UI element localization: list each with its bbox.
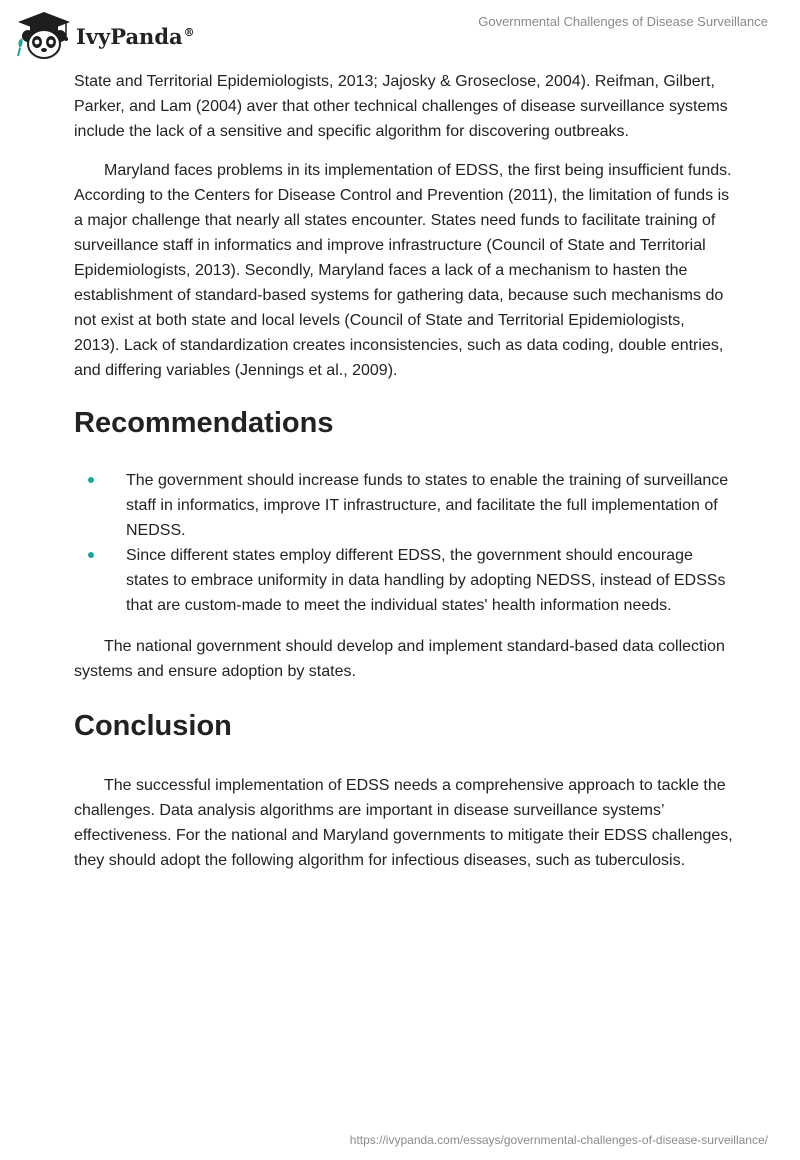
document-title: Governmental Challenges of Disease Surveillance (478, 14, 768, 29)
paragraph: The national government should develop and implement standard-based data collection systems and ensure adoption by states. (74, 638, 725, 680)
paragraph: Maryland faces problems in its implementation of EDSS, the first being insufficient funds. According to the Centers for Disease Control and Prevention (2011), the limitation of funds is a major challenge that nearly all states encounter. States need funds to facilitate training of surveillance staff in informatics and improve infrastructure (Council of State and Territorial Epidemiologists, 2013). Secondly, Maryland faces a lack of a mechanism to hasten the establishment of standard-based systems for gathering data, because such mechanisms do not exist at both state and local levels (Council of State and Territorial Epidemiologists, 2013). Lack of standardization creates inconsistencies, such as data coding, double entries, and differing variables (Jennings et al., 2009). (74, 162, 732, 379)
list-item (74, 468, 734, 543)
panda-graduate-icon (14, 8, 74, 60)
paragraph: The successful implementation of EDSS needs a comprehensive approach to tackle the challenges. Data analysis algorithms are important in disease surveillance systems’ effectiveness. For the national and Maryland governments to mitigate their EDSS challenges, they should adopt the following algorithm for infectious diseases, such as tuberculosis. (74, 777, 733, 869)
list-item-text: The government should increase funds to states to enable the training of surveillance staff in informatics, improve IT infrastructure, and facilitate the full implementation of NEDSS. (126, 472, 729, 539)
conclusion-heading: Conclusion (74, 710, 232, 742)
brand-name: IvyPanda® (76, 23, 195, 49)
page-header (0, 0, 800, 70)
bullet-icon (88, 552, 94, 558)
list-item (74, 543, 734, 618)
source-url[interactable]: https://ivypanda.com/essays/governmental-challenges-of-disease-surveillance/ (349, 1133, 768, 1147)
paragraph: State and Territorial Epidemiologists, 2013; Jajosky & Groseclose, 2004). Reifman, Gilbert, Parker, and Lam (2004) aver that other technical challenges of disease surveillance systems include the lack of a sensitive and specific algorithm for discovering outbreaks. (74, 73, 728, 140)
bullet-icon (88, 477, 94, 483)
recommendations-list (74, 468, 734, 618)
list-item-text: Since different states employ different EDSS, the government should encourage states to embrace uniformity in data handling by adopting NEDSS, instead of EDSSs that are custom-made to meet the individual states' health information needs. (126, 547, 726, 614)
recommendations-heading: Recommendations (74, 407, 334, 439)
article-body (74, 69, 734, 873)
logo[interactable] (14, 8, 195, 60)
